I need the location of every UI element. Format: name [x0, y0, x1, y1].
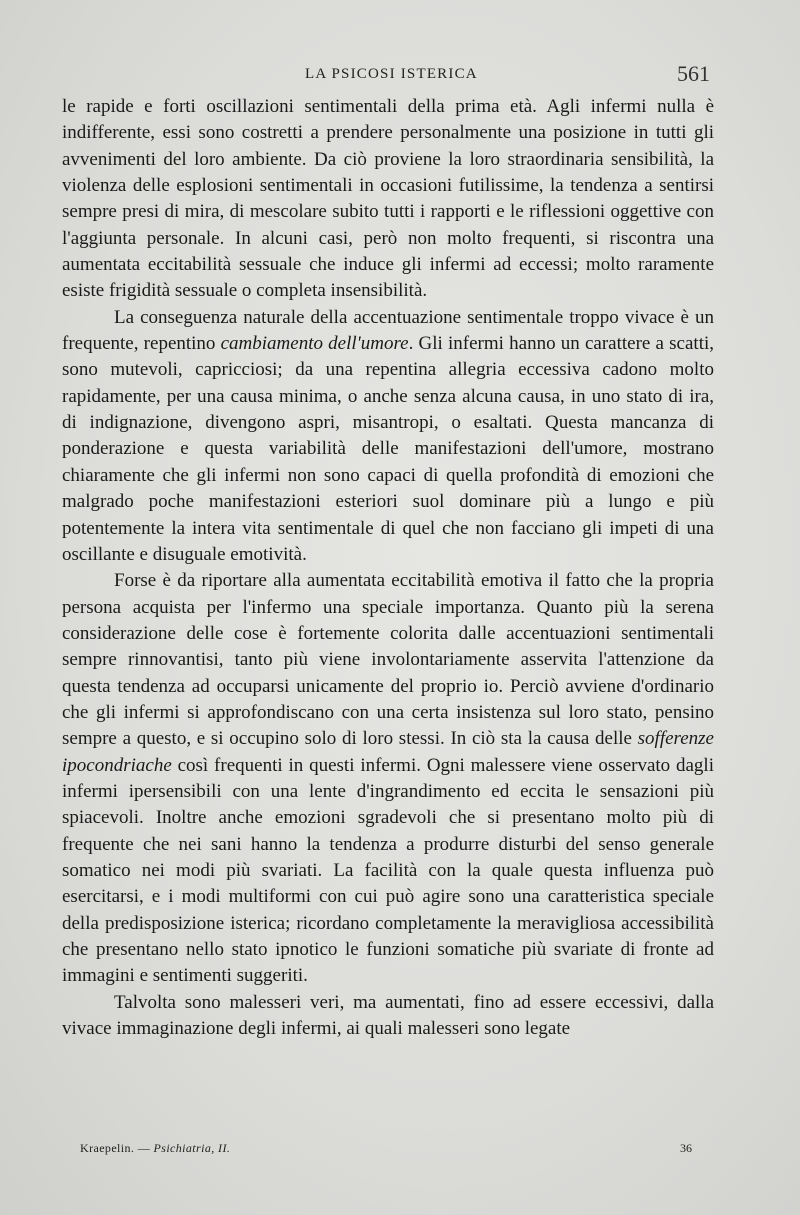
paragraph-2	[62, 305, 714, 568]
page-number: 561	[677, 61, 710, 86]
footer-author: Kraepelin. —	[80, 1141, 151, 1155]
text-segment: così frequenti in questi infermi. Ogni malessere viene osservato dagli infermi ipersensibili con una lente d'ingrandimento ed eccita le sensazioni più spiacevoli. Inoltre anche emozioni sgradevoli che si presentano molto più di frequente che nei sani hanno la tendenza a produrre disturbi del senso generale somatico nei modi più svariati. La facilità con la quale questa influenza può esercitarsi, e i modi multiformi con cui può agire sono una caratteristica speciale della predisposizione isterica; ricordano completamente la meravigliosa accessibilità che presentano nello stato ipnotico le funzioni somatiche più svariate di fronte ad immagini e sentimenti suggeriti.	[62, 754, 714, 987]
footer-citation	[80, 1141, 230, 1156]
paragraph-4	[62, 990, 714, 1043]
italic-term-sofferenze-ipocondriache: sofferenze ipocondriache	[62, 728, 714, 776]
footer-signature-mark: 36	[680, 1141, 692, 1155]
footer-book-title: Psichiatria, II.	[153, 1141, 231, 1155]
text-segment: Talvolta sono malesseri veri, ma aumentati, fino ad essere eccessivi, dalla vivace immaginazione degli infermi, ai quali malesseri sono legate	[62, 991, 714, 1040]
paragraph-3	[62, 568, 714, 990]
text-segment: Forse è da riportare alla aumentata eccitabilità emotiva il fatto che la propria persona acquista per l'infermo una speciale importanza. Quanto più la serena considerazione delle cose è fortemente colorita dalle accentuazioni sentimentali sempre rinnovantisi, tanto più viene involontariamente asservita l'attenzione da questa tendenza ad occuparsi unicamente del proprio io. Perciò avviene d'ordinario che gli infermi si approfondiscano con una certa insistenza sul loro stato, pensino sempre a questo, e si occupino solo di loro stessi. In ciò sta la causa delle	[62, 570, 714, 750]
text-segment: . Gli infermi hanno un carattere a scatti, sono mutevoli, capricciosi; da una repentina allegria eccessiva cadono molto rapidamente, per una causa minima, o anche senza alcuna causa, in uno stato di ira, di indignazione, divengono aspri, misantropi, o esaltati. Questa mancanza di ponderazione e questa variabilità delle manifestazioni dell'umore, mostrano chiaramente che gli infermi non sono capaci di quella profondità di emozioni che malgrado poche manifestazioni esteriori suol dominare più a lungo e più potentemente la intera vita sentimentale di quel che non facciano gli impeti di una oscillante e disuguale emotività.	[62, 333, 715, 565]
text-segment: La conseguenza naturale della accentuazione sentimentale troppo vivace è un frequente, repentino	[62, 306, 714, 355]
text-segment: le rapide e forti oscillazioni sentimentali della prima età. Agli infermi nulla è indifferente, essi sono costretti a prendere personalmente una posizione in tutti gli avvenimenti del loro ambiente. Da ciò proviene la loro straordinaria sensibilità, la violenza delle esplosioni sentimentali in occasioni futilissime, la tendenza a sentirsi sempre presi di mira, di mescolare subito tutti i rapporti e le riflessioni oggettive con l'aggiunta personale. In alcuni casi, però non molto frequenti, si riscontra una aumentata eccitabilità sessuale che induce gli infermi ad eccessi; molto raramente esiste frigidità sessuale o completa insensibilità.	[62, 96, 714, 302]
running-title: LA PSICOSI ISTERICA	[305, 66, 478, 82]
body-text	[62, 94, 714, 1042]
paragraph-1	[62, 94, 714, 305]
italic-term-cambiamento-umore: cambiamento dell'umore	[220, 333, 409, 355]
